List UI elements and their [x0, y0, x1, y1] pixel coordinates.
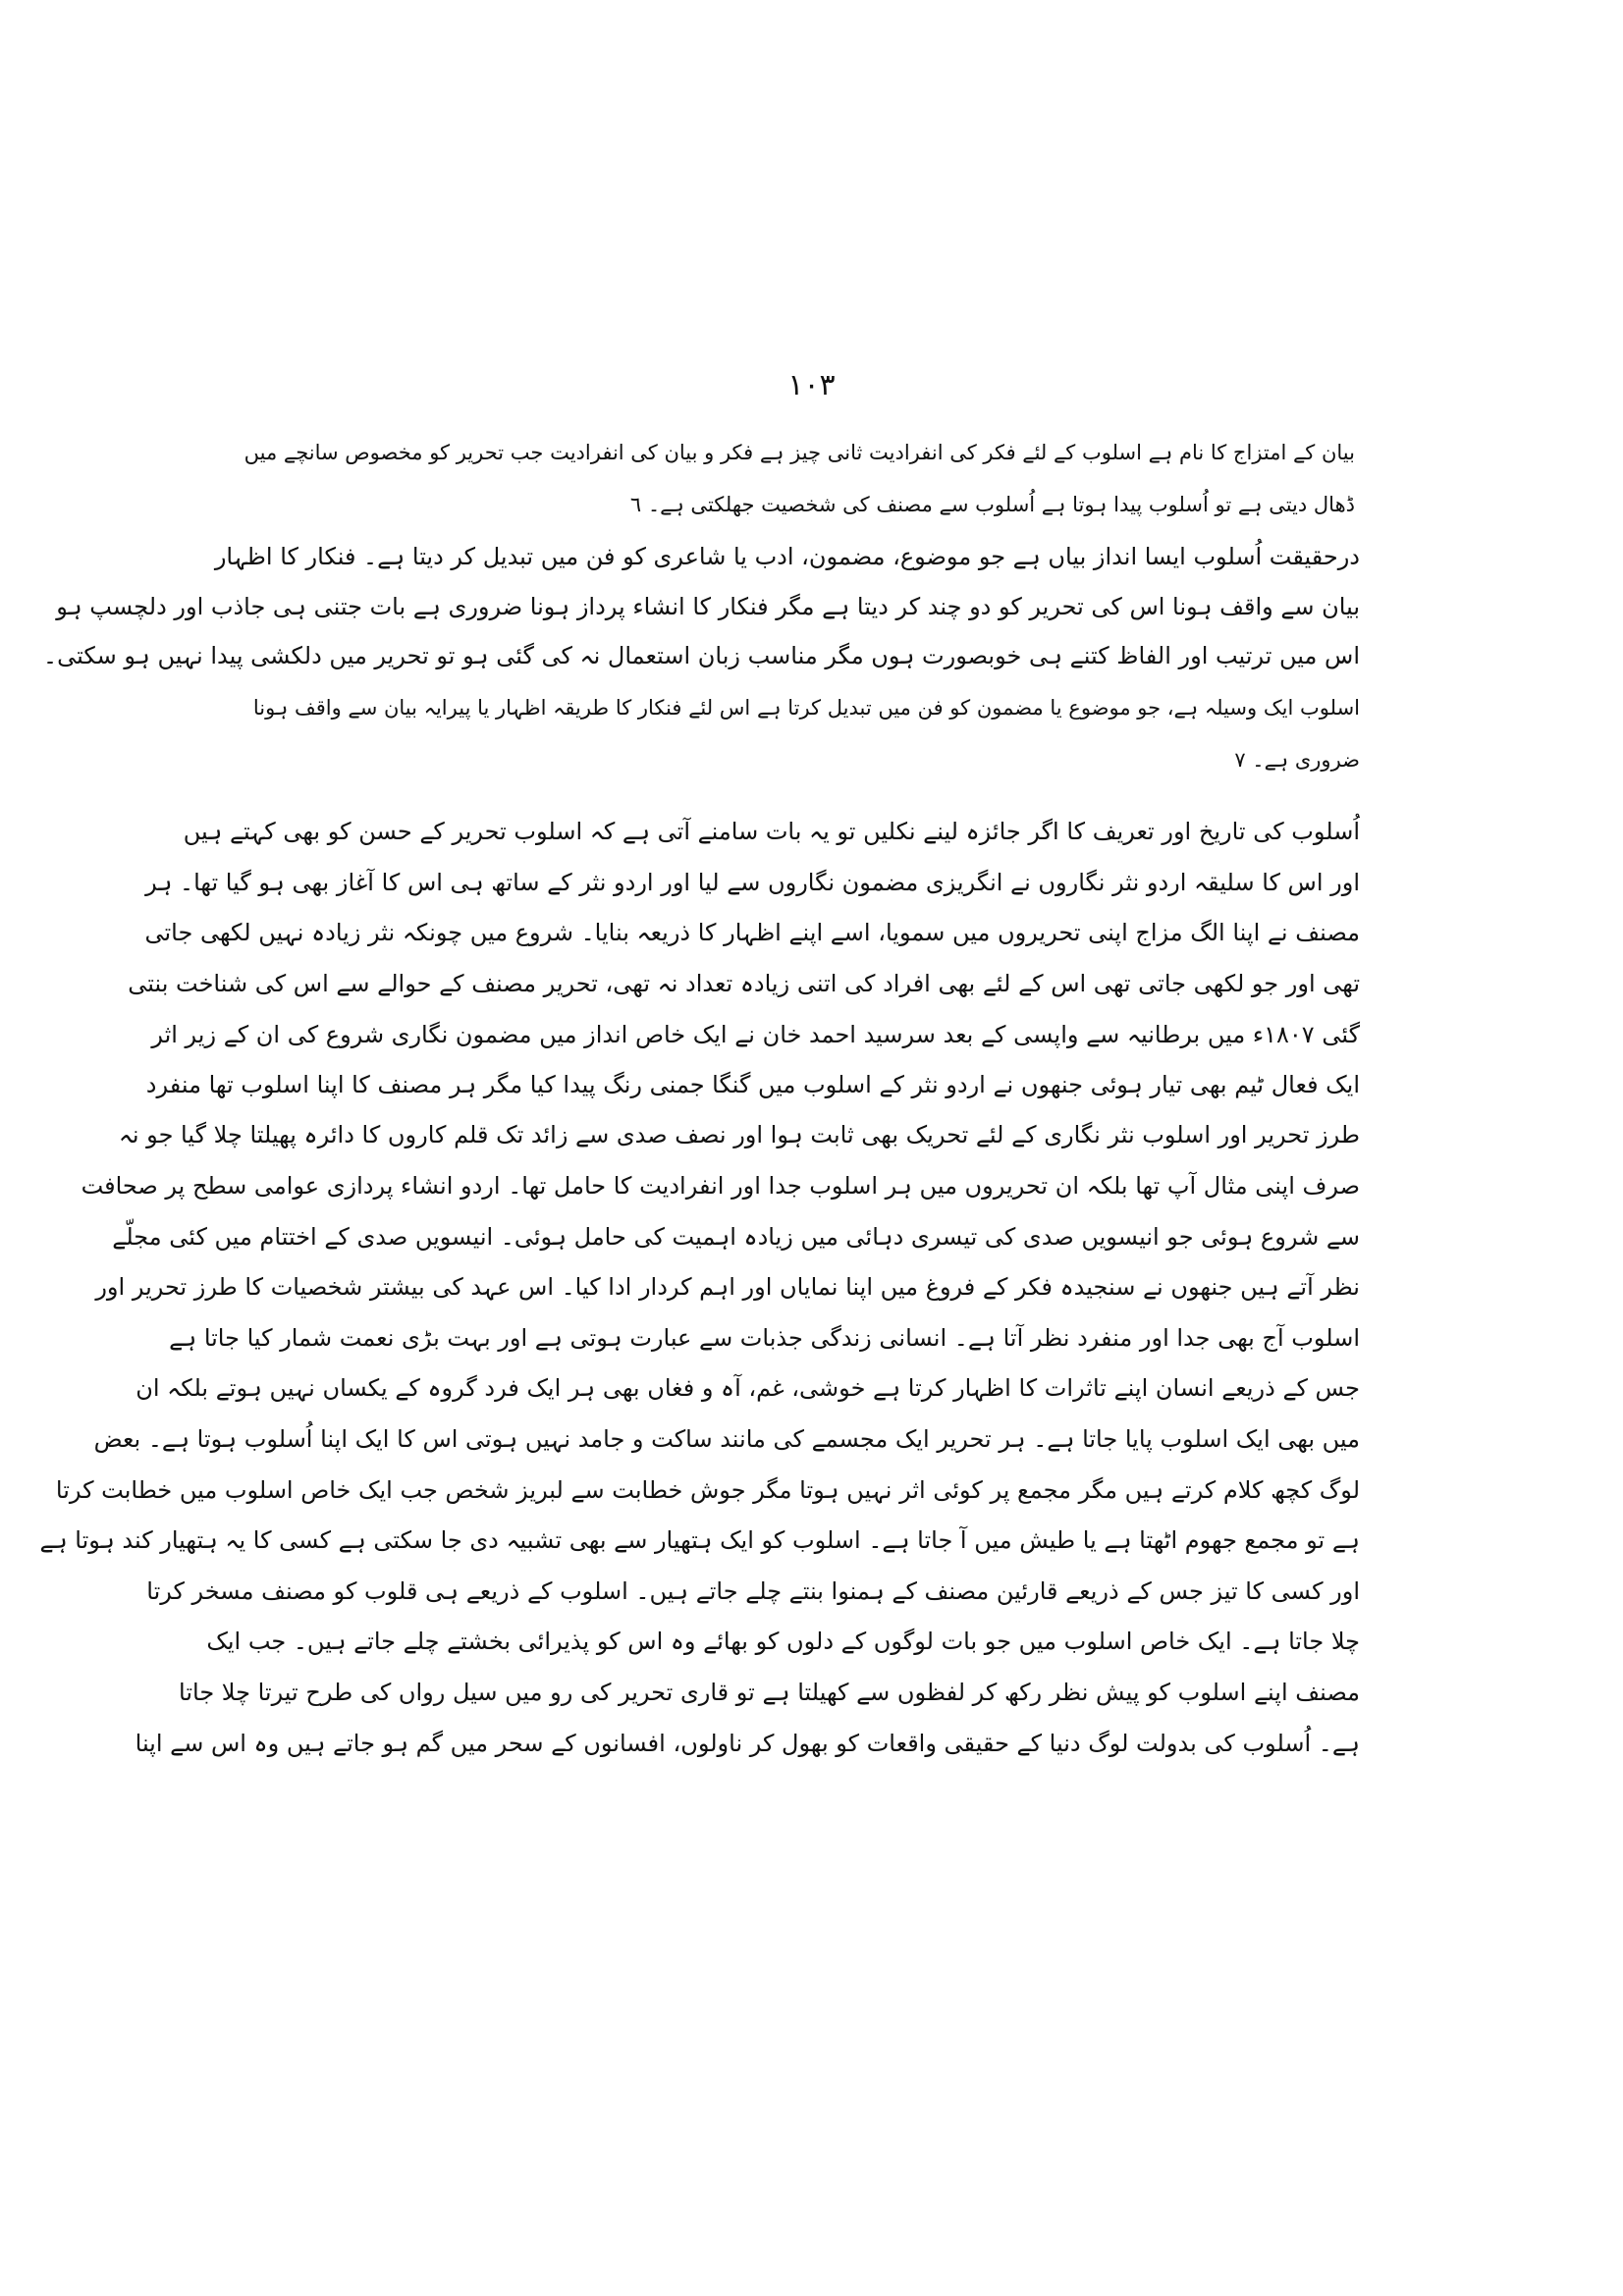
body-line: اسلوب آج بھی جدا اور منفرد نظر آتا ہے۔ انسانی زندگی جذبات سے عبارت ہوتی ہے اور بہت بڑی نعمت شمار کیا جاتا ہے — [169, 1324, 1360, 1352]
body-line: مصنف اپنے اسلوب کو پیش نظر رکھ کر لفظوں سے کھیلتا ہے تو قاری تحریر کی رو میں سیل رواں کی طرح تیرتا چلا جاتا — [179, 1679, 1360, 1706]
quote-line: ضروری ہے۔ ٧ — [1234, 748, 1360, 772]
body-line: جس کے ذریعے انسان اپنے تاثرات کا اظہار کرتا ہے خوشی، غم، آہ و فغاں بھی ہر ایک فرد گروہ کے یکساں نہیں ہوتے بلکہ ان — [135, 1374, 1360, 1402]
body-line: اور کسی کا تیز جس کے ذریعے قارئین مصنف کے ہمنوا بنتے چلے جاتے ہیں۔ اسلوب کے ذریعے ہی قلوب کو مصنف مسخر کرتا — [146, 1577, 1360, 1605]
body-line: بیان سے واقف ہونا اس کی تحریر کو دو چند کر دیتا ہے مگر فنکار کا انشاء پرداز ہونا ضروری ہے بات جتنی ہی جاذب اور دلچسپ ہو — [56, 593, 1360, 620]
body-line: تھی اور جو لکھی جاتی تھی اس کے لئے بھی افراد کی اتنی زیادہ تعداد نہ تھی، تحریر مصنف کے حوالے سے اس کی شناخت بنتی — [128, 970, 1360, 997]
body-line: صرف اپنی مثال آپ تھا بلکہ ان تحریروں میں ہر اسلوب جدا اور انفرادیت کا حامل تھا۔ اردو انشاء پردازی عوامی سطح پر صحافت — [81, 1172, 1360, 1200]
body-line: نظر آتے ہیں جنھوں نے سنجیدہ فکر کے فروغ میں اپنا نمایاں اور اہم کردار ادا کیا۔ اس عہد کی بیشتر شخصیات کا طرز تحریر اور — [95, 1273, 1360, 1301]
body-line: اُسلوب کی تاریخ اور تعریف کا اگر جائزہ لینے نکلیں تو یہ بات سامنے آتی ہے کہ اسلوب تحریر کے حسن کو بھی کہتے ہیں — [183, 818, 1360, 845]
quote-line: بیان کے امتزاج کا نام ہے اسلوب کے لئے فکر کی انفرادیت ثانی چیز ہے فکر و بیان کی انفرادیت جب تحریر کو مخصوص سانچے میں — [243, 441, 1355, 464]
body-line: ہے تو مجمع جھوم اٹھتا ہے یا طیش میں آ جاتا ہے۔ اسلوب کو ایک ہتھیار سے بھی تشبیہ دی جا سکتی ہے کسی کا یہ ہتھیار کند ہوتا ہے — [39, 1526, 1360, 1554]
body-line: اور اس کا سلیقہ اردو نثر نگاروں نے انگریزی مضمون نگاروں سے لیا اور اردو نثر کے ساتھ ہی اس کا آغاز بھی ہو گیا تھا۔ ہر — [145, 869, 1360, 896]
body-line: سے شروع ہوئی جو انیسویں صدی کی تیسری دہائی میں زیادہ اہمیت کی حامل ہوئی۔ انیسویں صدی کے اختتام میں کئی مجلّے — [112, 1223, 1360, 1251]
page-number: ١٠٣ — [787, 368, 836, 402]
body-line: لوگ کچھ کلام کرتے ہیں مگر مجمع پر کوئی اثر نہیں ہوتا مگر جوش خطابت سے لبریز شخص جب ایک خاص اسلوب میں خطابت کرتا — [55, 1476, 1360, 1504]
body-line: اس میں ترتیب اور الفاظ کتنے ہی خوبصورت ہوں مگر مناسب زبان استعمال نہ کی گئی ہو تو تحریر میں دلکشی پیدا نہیں ہو سکتی۔ — [43, 642, 1360, 669]
body-line: ہے۔ اُسلوب کی بدولت لوگ دنیا کے حقیقی واقعات کو بھول کر ناولوں، افسانوں کے سحر میں گم ہو جاتے ہیں وہ اس سے اپنا — [135, 1730, 1360, 1757]
quote-line: ڈھال دیتی ہے تو اُسلوب پیدا ہوتا ہے اُسلوب سے مصنف کی شخصیت جھلکتی ہے۔ ٦ — [629, 493, 1355, 516]
body-line: میں بھی ایک اسلوب پایا جاتا ہے۔ ہر تحریر ایک مجسمے کی مانند ساکت و جامد نہیں ہوتی اس کا ایک اپنا اُسلوب ہوتا ہے۔ بعض — [93, 1425, 1360, 1453]
body-line: ایک فعال ٹیم بھی تیار ہوئی جنھوں نے اردو نثر کے اسلوب میں گنگا جمنی رنگ پیدا کیا مگر ہر مصنف کا اپنا اسلوب تھا منفرد — [145, 1071, 1360, 1098]
quote-line: اسلوب ایک وسیلہ ہے، جو موضوع یا مضمون کو فن میں تبدیل کرتا ہے اس لئے فنکار کا طریقہ اظہار یا پیرایہ بیان سے واقف ہونا — [252, 696, 1360, 720]
body-line: گئی ١٨٠٧ء میں برطانیہ سے واپسی کے بعد سرسید احمد خان نے ایک خاص انداز میں مضمون نگاری شروع کی ان کے زیر اثر — [151, 1021, 1360, 1048]
body-line: چلا جاتا ہے۔ ایک خاص اسلوب میں جو بات لوگوں کے دلوں کو بھائے وہ اس کو پذیرائی بخشتے چلے جاتے ہیں۔ جب ایک — [206, 1628, 1360, 1655]
body-line: درحقیقت اُسلوب ایسا انداز بیاں ہے جو موضوع، مضمون، ادب یا شاعری کو فن میں تبدیل کر دیتا ہے۔ فنکار کا اظہار — [214, 543, 1360, 570]
body-line: طرز تحریر اور اسلوب نثر نگاری کے لئے تحریک بھی ثابت ہوا اور نصف صدی سے زائد تک قلم کاروں کا دائرہ پھیلتا چلا گیا جو نہ — [118, 1121, 1360, 1148]
body-line: مصنف نے اپنا الگ مزاج اپنی تحریروں میں سمویا، اسے اپنے اظہار کا ذریعہ بنایا۔ شروع میں چونکہ نثر زیادہ نہیں لکھی جاتی — [144, 919, 1360, 946]
